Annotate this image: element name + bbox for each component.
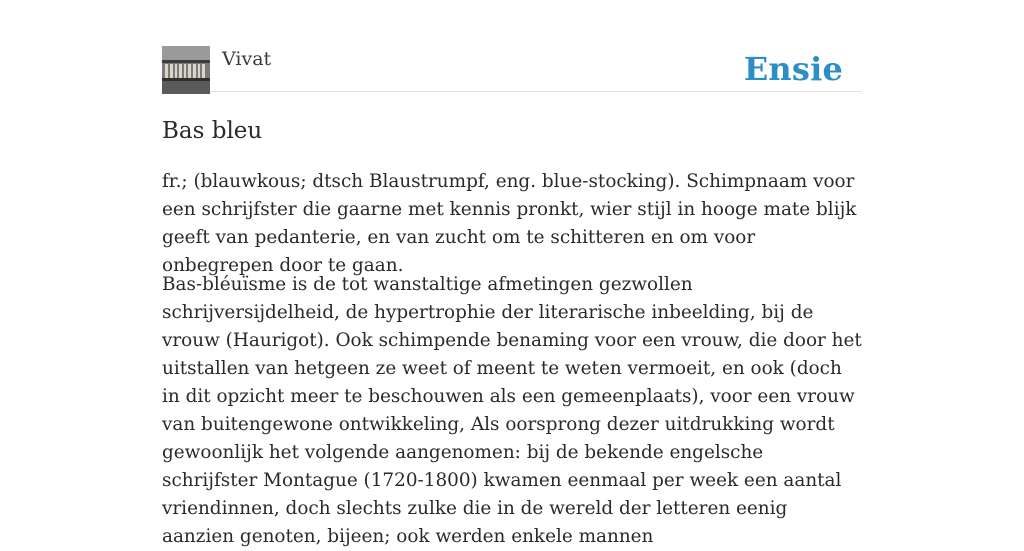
source-name[interactable]: Vivat [222,48,272,70]
article-title: Bas bleu [162,118,263,144]
article-paragraph: fr.; (blauwkous; dtsch Blaustrumpf, eng. blue-stocking). Schimpnaam voor een schrijfster die gaarne met kennis pronkt, wier stijl in hooge mate blijk geeft van pedanterie, en van zucht om te schitteren en om voor onbegrepen door te gaan. [162,171,857,276]
brand-logo[interactable]: Ensie [743,50,843,88]
article-page [162,0,862,547]
avatar-image [162,46,210,94]
article-paragraph: Bas-bléuïsme is de tot wanstaltige afmetingen gezwollen schrijversijdelheid, de hypertrophie der literarische inbeelding, bij de vrouw (Haurigot). Ook schimpende benaming voor een vrouw, die door het uitstallen van hetgeen ze weet of meent te weten vermoeit, en ook (doch in dit opzicht meer te beschouwen als een gemeenplaats), voor een vrouw van buitengewone ontwikkeling, Als oorsprong dezer uitdrukking wordt gewoonlijk het volgende aangenomen: bij de bekende engelsche schrijfster Montague (1720-1800) kwamen eenmaal per week een aantal vriendinnen, doch slechts zulke die in de wereld der letteren eenig aanzien genoten, bijeen; ook werden enkele mannen [162,274,862,547]
article-header [162,46,862,92]
bookshelf-avatar-icon[interactable] [162,46,210,94]
